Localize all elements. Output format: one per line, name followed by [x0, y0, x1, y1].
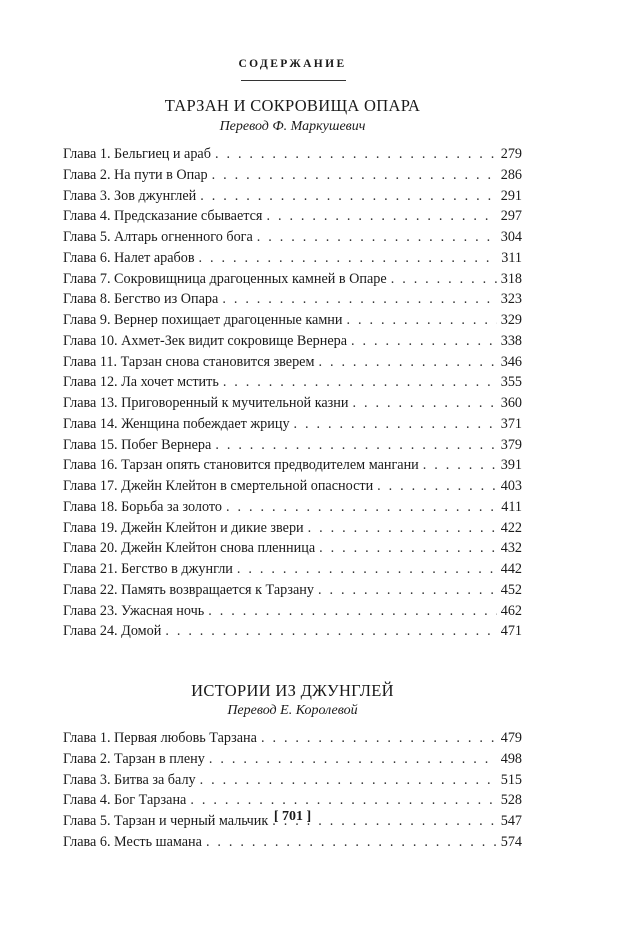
- toc-entry-title: Глава 3. Битва за балу: [63, 771, 196, 788]
- toc-entry-title: Глава 13. Приговоренный к мучительной казни: [63, 395, 349, 411]
- dot-leader: [209, 749, 497, 770]
- toc-entry-title: Глава 5. Алтарь огненного бога: [63, 229, 253, 245]
- toc-entry: [63, 728, 522, 749]
- toc-entry-title: Глава 9. Вернер похищает драгоценные камни: [63, 312, 343, 328]
- toc-entry-page: 452: [500, 581, 522, 598]
- page-header: СОДЕРЖАНИЕ: [238, 58, 347, 70]
- toc-entry-title: Глава 17. Джейн Клейтон в смертельной опасности: [63, 478, 374, 494]
- dot-leader: [377, 476, 497, 497]
- toc-entry: [63, 165, 522, 186]
- toc-entry: [63, 770, 522, 791]
- toc-entry-title: Глава 14. Женщина побеждает жрицу: [63, 415, 290, 432]
- toc-entry-title: Глава 21. Бегство в джунгли: [63, 561, 233, 577]
- toc-entry: [63, 497, 522, 518]
- toc-entry-page: 371: [500, 415, 522, 432]
- dot-leader: [318, 580, 497, 601]
- toc-entry-title: Глава 2. Тарзан в плену: [63, 750, 205, 767]
- toc-entry-page: 379: [500, 436, 522, 453]
- toc-entry-page: 297: [500, 208, 522, 225]
- toc-entry-page: 286: [500, 166, 522, 183]
- toc-entry: [63, 601, 522, 622]
- toc-entry-page: 403: [500, 478, 522, 494]
- toc-entry-title: Глава 19. Джейн Клейтон и дикие звери: [63, 519, 304, 536]
- toc-entry-page: 360: [500, 395, 522, 411]
- toc-entry-title: Глава 18. Борьба за золото: [63, 498, 222, 515]
- dot-leader: [199, 248, 498, 269]
- toc-entry-page: 411: [501, 498, 522, 515]
- toc-entry-page: 479: [500, 730, 522, 746]
- dot-leader: [215, 144, 497, 165]
- toc-entry-title: Глава 16. Тарзан опять становится предводителем мангани: [63, 457, 419, 474]
- toc-entry-page: 346: [500, 353, 522, 370]
- dot-leader: [351, 331, 497, 352]
- dot-leader: [208, 601, 496, 622]
- dot-leader: [212, 165, 497, 186]
- toc-list-1: [63, 144, 522, 642]
- section-title-2: ИСТОРИИ ИЗ ДЖУНГЛЕЙ: [191, 681, 394, 700]
- toc-entry-page: 391: [500, 457, 522, 474]
- toc-entry-title: Глава 6. Месть шамана: [63, 833, 202, 850]
- toc-entry-title: Глава 15. Побег Вернера: [63, 436, 212, 453]
- toc-entry-title: Глава 12. Ла хочет мстить: [63, 374, 219, 391]
- dot-leader: [423, 455, 497, 476]
- toc-entry-page: 574: [500, 833, 522, 850]
- toc-entry-title: Глава 1. Бельгиец и араб: [63, 146, 211, 162]
- toc-entry: [63, 352, 522, 373]
- dot-leader: [206, 832, 497, 853]
- toc-entry-page: 291: [500, 187, 522, 204]
- toc-entry: [63, 749, 522, 770]
- toc-entry-title: Глава 2. На пути в Опар: [63, 166, 208, 183]
- toc-entry-page: 442: [500, 561, 522, 577]
- dot-leader: [346, 310, 496, 331]
- toc-entry: [63, 414, 522, 435]
- toc-entry-page: 515: [500, 771, 522, 788]
- toc-entry: [63, 621, 522, 642]
- toc-entry-page: 547: [500, 813, 522, 829]
- dot-leader: [190, 790, 496, 811]
- toc-entry: [63, 144, 522, 165]
- toc-entry-page: 279: [500, 146, 522, 162]
- dot-leader: [261, 728, 497, 749]
- toc-entry: [63, 248, 522, 269]
- toc-entry: [63, 227, 522, 248]
- dot-leader: [226, 497, 497, 518]
- header-rule: [241, 80, 346, 81]
- dot-leader: [266, 206, 496, 227]
- section-subtitle-1: Перевод Ф. Маркушевич: [219, 119, 366, 134]
- toc-entry-page: 304: [500, 229, 522, 245]
- dot-leader: [215, 435, 496, 456]
- toc-entry: [63, 186, 522, 207]
- toc-entry: [63, 518, 522, 539]
- dot-leader: [257, 227, 497, 248]
- toc-entry-title: Глава 23. Ужасная ночь: [63, 602, 205, 619]
- toc-entry-page: 311: [501, 249, 522, 266]
- toc-entry-title: Глава 4. Бог Тарзана: [63, 792, 187, 809]
- toc-entry-title: Глава 4. Предсказание сбывается: [63, 208, 263, 225]
- toc-entry-title: Глава 22. Память возвращается к Тарзану: [63, 581, 314, 598]
- toc-entry: [63, 455, 522, 476]
- toc-list-2: [63, 728, 522, 853]
- toc-entry: [63, 206, 522, 227]
- toc-entry: [63, 269, 522, 290]
- toc-entry-page: 323: [500, 291, 522, 308]
- toc-entry-title: Глава 10. Ахмет-Зек видит сокровище Вернера: [63, 332, 348, 349]
- dot-leader: [200, 186, 496, 207]
- toc-entry-page: 318: [500, 270, 522, 287]
- dot-leader: [222, 289, 496, 310]
- toc-entry-title: Глава 8. Бегство из Опара: [63, 291, 219, 308]
- toc-entry: [63, 393, 522, 414]
- toc-entry: [63, 289, 522, 310]
- toc-entry-title: Глава 24. Домой: [63, 623, 162, 640]
- toc-entry: [63, 580, 522, 601]
- toc-entry-page: 462: [500, 602, 522, 619]
- dot-leader: [200, 770, 497, 791]
- dot-leader: [391, 269, 497, 290]
- toc-entry-page: 329: [500, 312, 522, 328]
- toc-entry-page: 471: [500, 623, 522, 640]
- dot-leader: [223, 372, 497, 393]
- toc-entry-page: 498: [500, 750, 522, 767]
- dot-leader: [237, 559, 497, 580]
- toc-entry-title: Глава 3. Зов джунглей: [63, 187, 197, 204]
- toc-entry-title: Глава 11. Тарзан снова становится зверем: [63, 353, 315, 370]
- toc-entry-title: Глава 1. Первая любовь Тарзана: [63, 730, 257, 746]
- dot-leader: [318, 352, 496, 373]
- toc-entry: [63, 372, 522, 393]
- dot-leader: [165, 621, 496, 642]
- section-title-1: ТАРЗАН И СОКРОВИЩА ОПАРА: [164, 96, 421, 115]
- toc-entry-page: 338: [500, 332, 522, 349]
- toc-entry-title: Глава 6. Налет арабов: [63, 249, 195, 266]
- toc-entry: [63, 790, 522, 811]
- toc-entry-title: Глава 5. Тарзан и черный мальчик: [63, 813, 269, 829]
- toc-entry: [63, 331, 522, 352]
- toc-entry-title: Глава 20. Джейн Клейтон снова пленница: [63, 540, 316, 557]
- page-number: [ 701 ]: [273, 809, 312, 824]
- dot-leader: [319, 538, 497, 559]
- toc-entry-page: 355: [500, 374, 522, 391]
- toc-entry: [63, 435, 522, 456]
- section-subtitle-2: Перевод Е. Королевой: [227, 703, 358, 718]
- toc-entry-title: Глава 7. Сокровищница драгоценных камней в Опаре: [63, 270, 387, 287]
- toc-entry-page: 422: [500, 519, 522, 536]
- dot-leader: [308, 518, 497, 539]
- toc-entry: [63, 538, 522, 559]
- toc-entry-page: 528: [500, 792, 522, 809]
- dot-leader: [294, 414, 497, 435]
- toc-entry: [63, 832, 522, 853]
- toc-entry-page: 432: [500, 540, 522, 557]
- dot-leader: [352, 393, 496, 414]
- toc-entry: [63, 476, 522, 497]
- toc-entry: [63, 310, 522, 331]
- toc-entry: [63, 559, 522, 580]
